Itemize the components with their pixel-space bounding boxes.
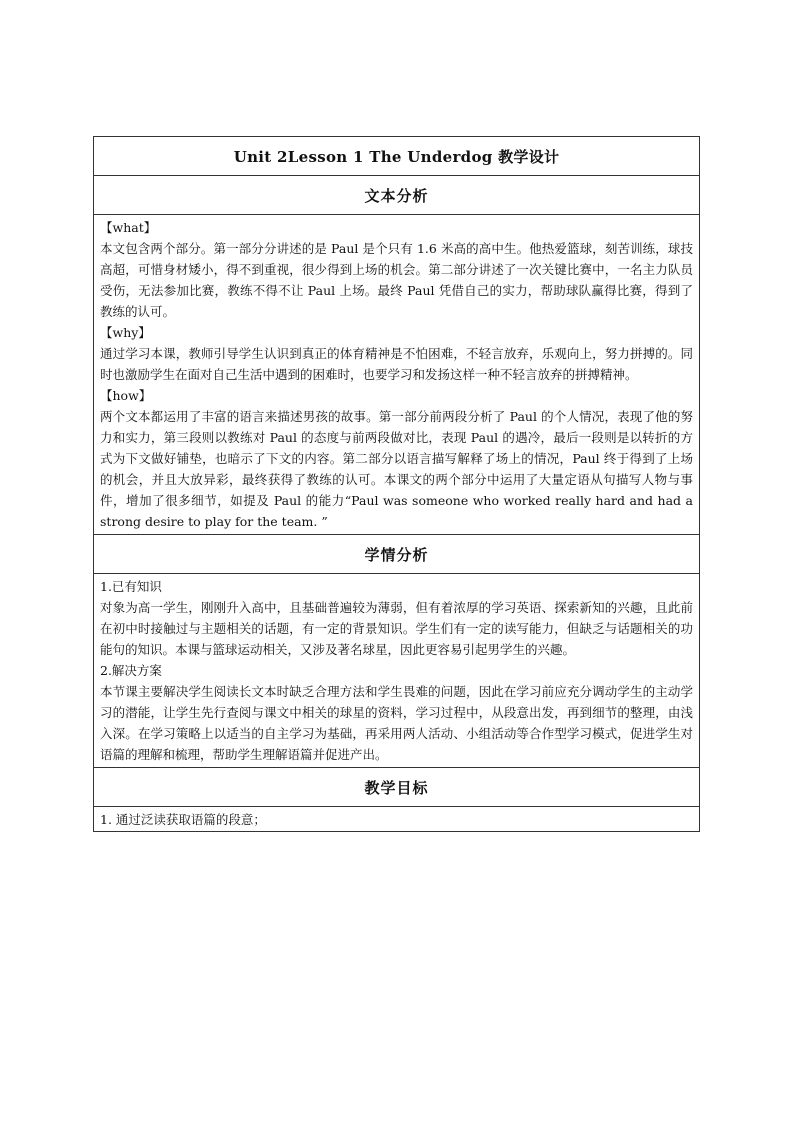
lesson-plan-table [93,136,700,832]
objective-item-1: 1. 通过泛读获取语篇的段意； [94,807,700,832]
why-label: 【why】 [100,325,151,340]
solution-label: 2.解决方案 [100,663,162,678]
what-label: 【what】 [100,220,157,235]
known-knowledge-paragraph: 对象为高一学生，刚刚升入高中，且基础普遍较为薄弱，但有着浓厚的学习英语、探索新知的兴趣，且此前在初中时接触过与主题相关的话题，有一定的背景知识。学生们有一定的读写能力，但缺乏与话题相关的功能句的知识。本课与篮球运动相关，又涉及著名球星，因此更容易引起男学生的兴趣。 [100,600,693,657]
document-title: Unit 2Lesson 1 The Underdog 教学设计 [94,137,700,176]
how-label: 【how】 [100,388,152,403]
learner-analysis-content [94,574,700,768]
why-paragraph: 通过学习本课，教师引导学生认识到真正的体育精神是不怕困难，不轻言放弃，乐观向上，努力拼搏的。同时也激励学生在面对自己生活中遇到的困难时，也要学习和发扬这样一种不轻言放弃的拼搏精神。 [100,346,693,382]
what-paragraph: 本文包含两个部分。第一部分分讲述的是 Paul 是个只有 1.6 米高的高中生。他热爱篮球，刻苦训练，球技高超，可惜身材矮小，得不到重视，很少得到上场的机会。第二部分讲述了一次关键比赛中，一名主力队员受伤，无法参加比赛，教练不得不让 Paul 上场。最终 Paul 凭借自己的实力，帮助球队赢得比赛，得到了教练的认可。 [100,241,693,319]
text-analysis-content [94,215,700,535]
known-knowledge-label: 1.已有知识 [100,579,162,594]
solution-paragraph: 本节课主要解决学生阅读长文本时缺乏合理方法和学生畏难的问题，因此在学习前应充分调动学生的主动学习的潜能，让学生先行查阅与课文中相关的球星的资料，学习过程中，从段意出发，再到细节的整理，由浅入深。在学习策略上以适当的自主学习为基础，再采用两人活动、小组活动等合作型学习模式，促进学生对语篇的理解和梳理，帮助学生理解语篇并促进产出。 [100,684,693,762]
section-heading-learner-analysis: 学情分析 [94,535,700,574]
section-heading-text-analysis: 文本分析 [94,176,700,215]
section-heading-objectives: 教学目标 [94,768,700,807]
how-paragraph: 两个文本都运用了丰富的语言来描述男孩的故事。第一部分前两段分析了 Paul 的个人情况，表现了他的努力和实力，第三段则以教练对 Paul 的态度与前两段做对比，表现 Paul 的遇冷，最后一段则是以转折的方式为下文做好铺垫，也暗示了下文的内容。第二部分以语言描写解释了场上的情况，Paul 终于得到了上场的机会，并且大放异彩，最终获得了教练的认可。本课文的两个部分中运用了大量定语从句描写人物与事件，增加了很多细节，如提及 Paul 的能力“Paul was someone who worked really hard and had a strong desire to play for the team. ” [100,409,693,529]
